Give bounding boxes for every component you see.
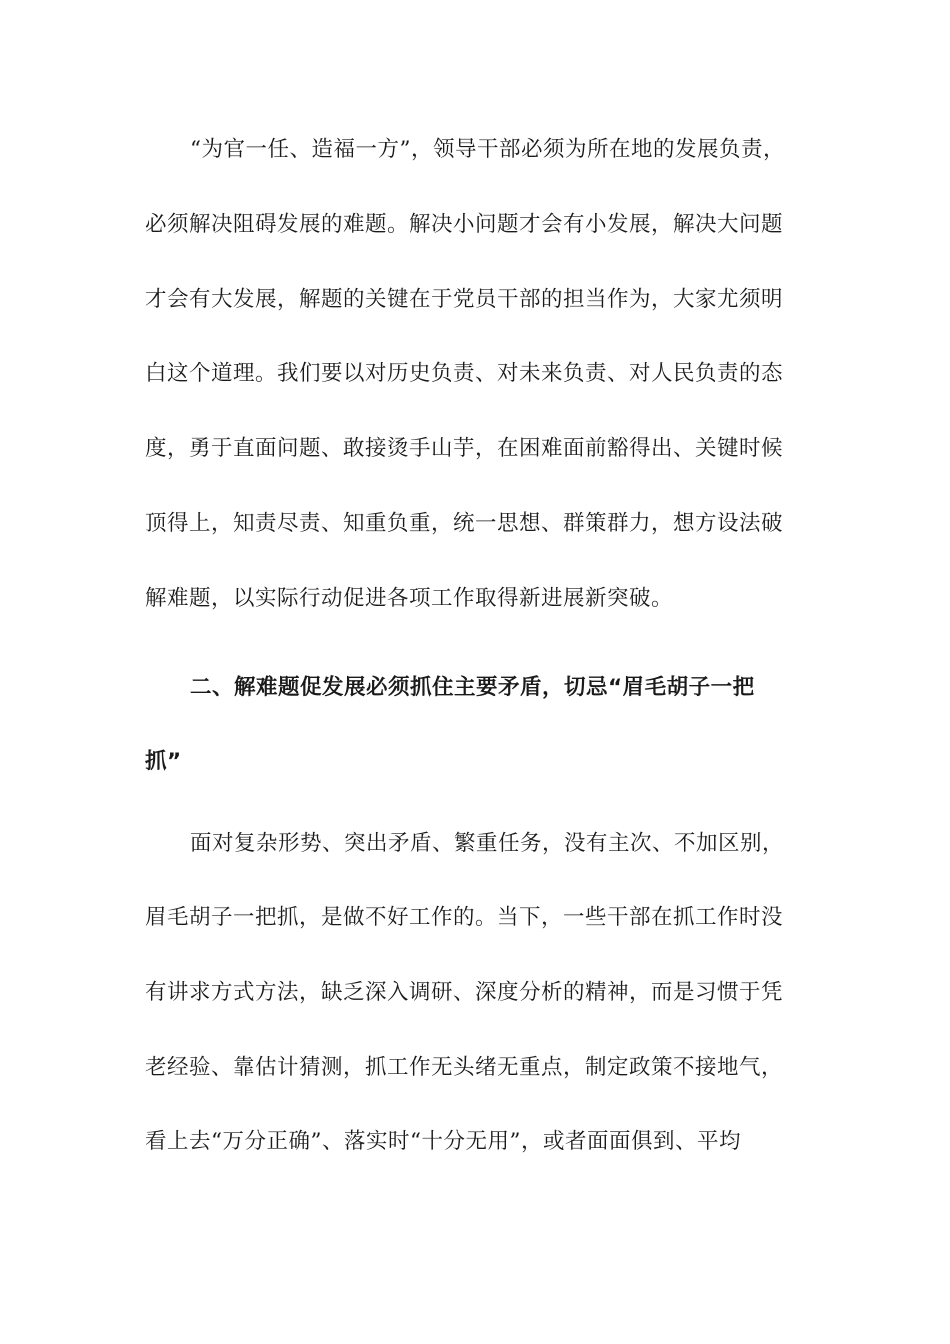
paragraph-1-line-5: 度，勇于直面问题、敢接烫手山芋，在困难面前豁得出、关键时候: [145, 436, 784, 461]
paragraph-1-line-1: “为官一任、造福一方”，领导干部必须为所在地的发展负责，: [190, 137, 785, 162]
paragraph-2-line-5: 看上去“万分正确”、落实时“十分无用”，或者面面俱到、平均: [145, 1129, 741, 1154]
paragraph-1-line-4: 白这个道理。我们要以对历史负责、对未来负责、对人民负责的态: [145, 361, 784, 386]
paragraph-2-line-4: 老经验、靠估计猜测，抓工作无头绪无重点，制定政策不接地气，: [145, 1055, 784, 1080]
paragraph-2-line-2: 眉毛胡子一把抓，是做不好工作的。当下，一些干部在抓工作时没: [145, 905, 784, 930]
paragraph-2-line-3: 有讲求方式方法，缺乏深入调研、深度分析的精神，而是习惯于凭: [145, 980, 784, 1005]
paragraph-1-line-7: 解难题，以实际行动促进各项工作取得新进展新突破。: [145, 586, 674, 611]
paragraph-1-line-2: 必须解决阻碍发展的难题。解决小问题才会有小发展，解决大问题: [145, 212, 784, 237]
paragraph-1-line-3: 才会有大发展，解题的关键在于党员干部的担当作为，大家尤须明: [145, 287, 784, 312]
section-heading-line-2: 抓”: [145, 749, 182, 774]
paragraph-1-line-6: 顶得上，知责尽责、知重负重，统一思想、群策群力，想方设法破: [145, 511, 784, 536]
paragraph-2-line-1: 面对复杂形势、突出矛盾、繁重任务，没有主次、不加区别，: [190, 831, 785, 856]
section-heading-line-1: 二、解难题促发展必须抓住主要矛盾，切忌“眉毛胡子一把: [190, 675, 755, 700]
